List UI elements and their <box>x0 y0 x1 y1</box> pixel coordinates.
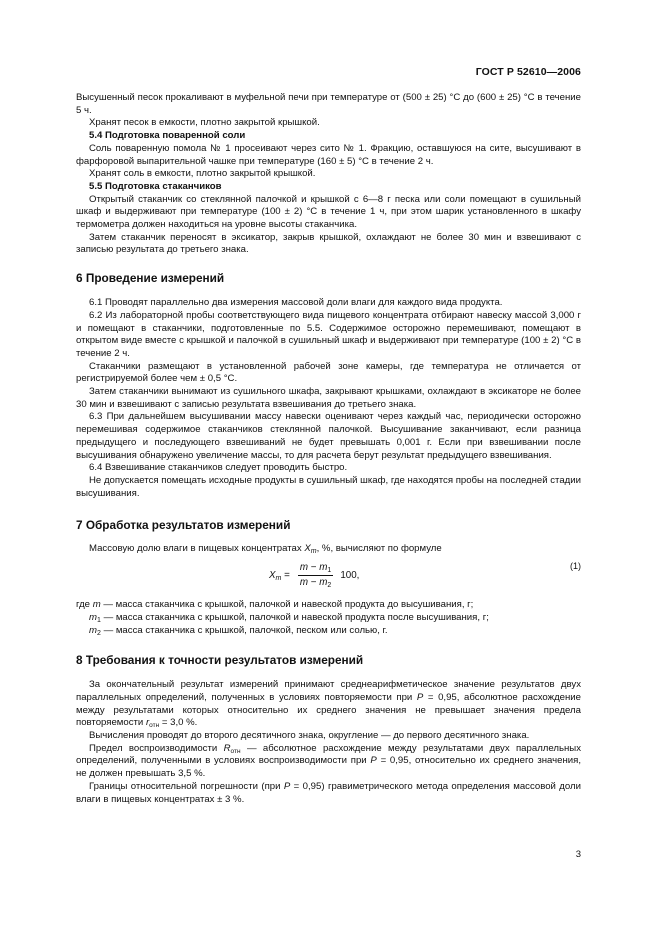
where-line: $m_2$ — масса стаканчика с крышкой, палочкой, песком или солью, г. <box>89 624 388 637</box>
paragraph: Высушенный песок прокаливают в муфельной печи при температуре от (500 ± 25) °С до (600 ± 25) °С в течение 5 ч. <box>76 92 581 116</box>
paragraph: Затем стаканчики вынимают из сушильного шкафа, закрывают крышками, охлаждают в эксикаторе не более 30 мин и взвешивают с записью результата взвешивания до третьего знака. <box>76 386 581 410</box>
paragraph: Открытый стаканчик со стеклянной палочкой и крышкой с 6—8 г песка или соли помещают в сушильный шкаф и выдерживают при температуре (100 ± 2) °С в течение 1 ч, при этом шарик установленного в шкафу термометра должен находиться на уровне высоты стаканчика. <box>76 193 581 231</box>
moisture-formula: $X_m$ = $\frac{m - m_1}{m - m_2}$ 100, <box>269 562 360 590</box>
subsection-heading-5-5: 5.5 Подготовка стаканчиков <box>89 180 222 192</box>
paragraph: Не допускается помещать исходные продукты в сушильный шкаф, где находятся пробы на последней стадии высушивания. <box>76 474 581 499</box>
formula-intro: Массовую долю влаги в пищевых концентратах $X_m$, %, вычисляют по формуле <box>89 543 442 556</box>
paragraph: Соль поваренную помола № 1 просеивают через сито № 1. Фракцию, оставшуюся на сите, высушивают в фарфоровой выпарительной чашке при температуре (160 ± 5) °С в течение 2 ч. <box>76 142 581 167</box>
subsection-heading-5-4: 5.4 Подготовка поваренной соли <box>89 130 246 142</box>
paragraph: 6.4 Взвешивание стаканчиков следует проводить быстро. <box>89 462 348 474</box>
where-line: $m_1$ — масса стаканчика с крышкой, палочкой и навеской продукта после высушивания, г; <box>89 611 489 624</box>
document-header: ГОСТ Р 52610—2006 <box>475 66 581 78</box>
equation-number: (1) <box>570 561 581 572</box>
paragraph: 6.2 Из лабораторной пробы соответствующего вида пищевого концентрата отбирают навеску массой 3,000 г и помещают в стаканчики, подготовленные по 5.5. Содержимое осторожно перемешивают, помещают в открытом виде вместе с крышкой и палочкой в сушильный шкаф и выдерживают при температуре (100 ± 2) °С в течение 2 ч. <box>76 309 581 359</box>
paragraph: Стаканчики размещают в установленной рабочей зоне камеры, где температура не отличается от регистрируемой более чем ± 0,5 °С. <box>76 360 581 385</box>
paragraph: Предел воспроизводимости $R_{отн}$ — абсолютное расхождение между результатами двух параллельных определений, полученными в условиях воспроизводимости при P = 0,95, относительно их среднего значения, не должен превышать 3,5 %. <box>76 742 581 780</box>
paragraph: За окончательный результат измерений принимают среднеарифметическое значение результатов двух параллельных определений, полученных в условиях повторяемости при P = 0,95, абсолютное расхождение между результатами которых относительно их среднего значения не превышает значения предела повторяемости $r_{отн} = 3,0$ %. <box>76 679 582 730</box>
paragraph: Хранят песок в емкости, плотно закрытой крышкой. <box>89 117 320 129</box>
paragraph: 6.1 Проводят параллельно два измерения массовой доли влаги для каждого вида продукта. <box>89 297 503 309</box>
document-body <box>76 92 581 806</box>
paragraph: 6.3 При дальнейшем высушивании массу навески оценивают через каждый час, периодически осторожно перемешивая содержимое стаканчиков стеклянной палочкой. Высушивание заканчивают, если разница предыдущего и последующего взвешиваний не будет превышать 0,001 г. Если при взвешивании после высушивания обнаружено увеличение массы, то для расчета берут результат предыдущего взвешивания. <box>76 411 581 461</box>
where-line: где m — масса стаканчика с крышкой, палочкой и навеской продукта до высушивания, г; <box>76 599 474 611</box>
paragraph: Границы относительной погрешности (при P = 0,95) гравиметрического метода определения массовой доли влаги в пищевых концентратах ± 3 %. <box>76 780 581 805</box>
paragraph: Вычисления проводят до второго десятичного знака, округление — до первого десятичного знака. <box>89 730 530 742</box>
formula-block <box>76 559 581 595</box>
paragraph: Хранят соль в емкости, плотно закрытой крышкой. <box>89 168 316 180</box>
paragraph: Затем стаканчик переносят в эксикатор, закрыв крышкой, охлаждают не более 30 мин и взвешивают с записью результата до третьего знака. <box>76 231 581 256</box>
formula-fraction: $\frac{m - m_1}{m - m_2}$ <box>299 562 332 590</box>
page-number: 3 <box>575 849 581 860</box>
section-heading-7: 7 Обработка результатов измерений <box>76 518 291 533</box>
section-heading-8: 8 Требования к точности результатов измерений <box>76 653 364 668</box>
section-heading-6: 6 Проведение измерений <box>76 271 225 286</box>
